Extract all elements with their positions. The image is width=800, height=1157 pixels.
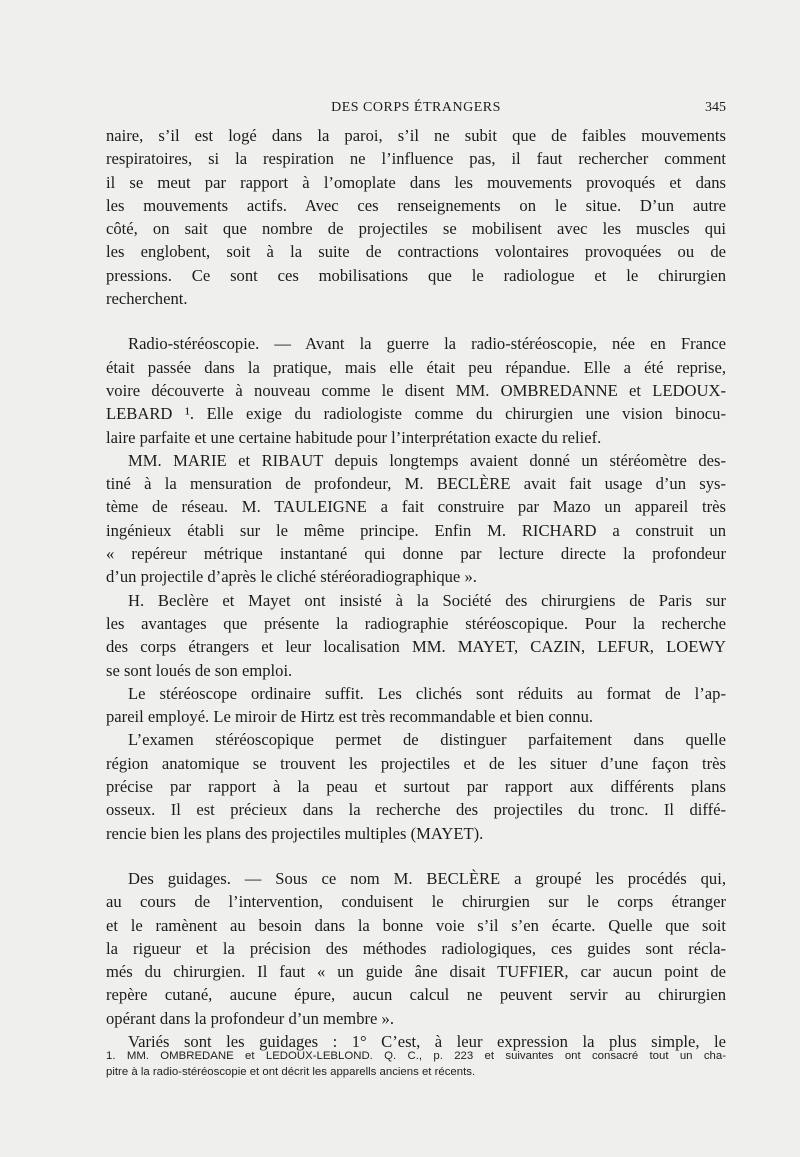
text-line: et le ramènent au besoin dans la bonne voie s’il s’en écarte. Quelle que soit bbox=[106, 915, 726, 935]
footnote bbox=[106, 1048, 726, 1080]
paragraph-gap bbox=[106, 845, 726, 867]
text-line: laire parfaite et une certaine habitude pour l’interprétation exacte du relief. bbox=[106, 427, 602, 447]
text-line: Variés sont les guidages : 1° C’est, à leur expression la plus simple, le bbox=[128, 1031, 726, 1051]
text-line: des corps étrangers et leur localisation MM. MAYET, CAZIN, LEFUR, LOEWY bbox=[106, 637, 726, 657]
text-line: respiratoires, si la respiration ne l’influence pas, il faut rechercher comment bbox=[106, 149, 726, 169]
text-line: més du chirurgien. Il faut « un guide âne disait TUFFIER, car aucun point de bbox=[106, 962, 726, 982]
text-line: pareil employé. Le miroir de Hirtz est très recommandable et bien connu. bbox=[106, 707, 594, 727]
text-line: les mouvements actifs. Avec ces renseignements on le situe. D’un autre bbox=[106, 195, 726, 215]
text-line: rencie bien les plans des projectiles multiples (MAYET). bbox=[106, 823, 484, 843]
text-line: recherchent. bbox=[106, 289, 188, 309]
text-line: « repéreur métrique instantané qui donne par lecture directe la profondeur bbox=[106, 544, 726, 564]
text-line: L’examen stéréoscopique permet de distinguer parfaitement dans quelle bbox=[128, 730, 726, 750]
text-line: Le stéréoscope ordinaire suffit. Les clichés sont réduits au format de l’ap- bbox=[128, 683, 726, 703]
text-line: voire découverte à nouveau comme le disent MM. OMBREDANNE et LEDOUX- bbox=[106, 380, 726, 400]
text-line: LEBARD ¹. Elle exige du radiologiste comme du chirurgien une vision binocu- bbox=[106, 404, 726, 424]
section-heading-line: Des guidages. — Sous ce nom M. BECLÈRE a groupé les procédés qui, bbox=[128, 868, 726, 888]
text-line: osseux. Il est précieux dans la recherche des projectiles du tronc. Il diffé- bbox=[106, 800, 726, 820]
page-number: 345 bbox=[705, 100, 726, 115]
section-heading-line: Radio-stéréoscopie. — Avant la guerre la radio-stéréoscopie, née en France bbox=[128, 334, 726, 354]
text-line: ingénieux établi sur le même principe. Enfin M. RICHARD a construit un bbox=[106, 520, 726, 540]
text-line: était passée dans la pratique, mais elle était peu répandue. Elle a été reprise, bbox=[106, 357, 726, 377]
text-line: MM. MARIE et RIBAUT depuis longtemps avaient donné un stéréomètre des- bbox=[128, 450, 726, 470]
text-line: côté, on sait que nombre de projectiles se mobilisent avec les muscles qui bbox=[106, 219, 726, 239]
text-line: tème de réseau. M. TAULEIGNE a fait construire par Mazo un appareil très bbox=[106, 497, 726, 517]
text-line: H. Beclère et Mayet ont insisté à la Société des chirurgiens de Paris sur bbox=[128, 590, 726, 610]
body-text bbox=[106, 124, 726, 1053]
footnote-line: pitre à la radio-stéréoscopie et ont décrit les apparells anciens et récents. bbox=[106, 1066, 476, 1078]
text-line: au cours de l’intervention, conduisent le chirurgien sur le corps étranger bbox=[106, 892, 726, 912]
text-line: précise par rapport à la peau et surtout par rapport aux différents plans bbox=[106, 777, 726, 797]
text-line: repère cutané, aucune épure, aucun calcul ne peuvent servir au chirurgien bbox=[106, 985, 726, 1005]
footnote-line: 1. MM. OMBREDANE et LEDOUX-LEBLOND. Q. C., p. 223 et suivantes ont consacré tout un cha- bbox=[106, 1050, 726, 1062]
text-line: naire, s’il est logé dans la paroi, s’il ne subit que de faibles mouvements bbox=[106, 126, 726, 145]
text-line: les englobent, soit à la suite de contractions volontaires provoquées ou de bbox=[106, 242, 726, 262]
text-line: pressions. Ce sont ces mobilisations que le radiologue et le chirurgien bbox=[106, 265, 726, 285]
text-line: il se meut par rapport à l’omoplate dans les mouvements provoqués et dans bbox=[106, 172, 726, 192]
text-line: la rigueur et la précision des méthodes radiologiques, ces guides sont récla- bbox=[106, 938, 726, 958]
text-line: région anatomique se trouvent les projectiles et de les situer d’une façon très bbox=[106, 753, 726, 773]
text-line: opérant dans la profondeur d’un membre ». bbox=[106, 1008, 394, 1028]
running-title: DES CORPS ÉTRANGERS bbox=[331, 100, 501, 115]
paragraph-gap bbox=[106, 310, 726, 332]
text-line: les avantages que présente la radiographie stéréoscopique. Pour la recherche bbox=[106, 613, 726, 633]
running-head bbox=[106, 100, 726, 122]
text-line: d’un projectile d’après le cliché stéréoradiographique ». bbox=[106, 567, 477, 587]
text-line: se sont loués de son emploi. bbox=[106, 660, 293, 680]
text-line: tiné à la mensuration de profondeur, M. BECLÈRE avait fait usage d’un sys- bbox=[106, 474, 726, 494]
